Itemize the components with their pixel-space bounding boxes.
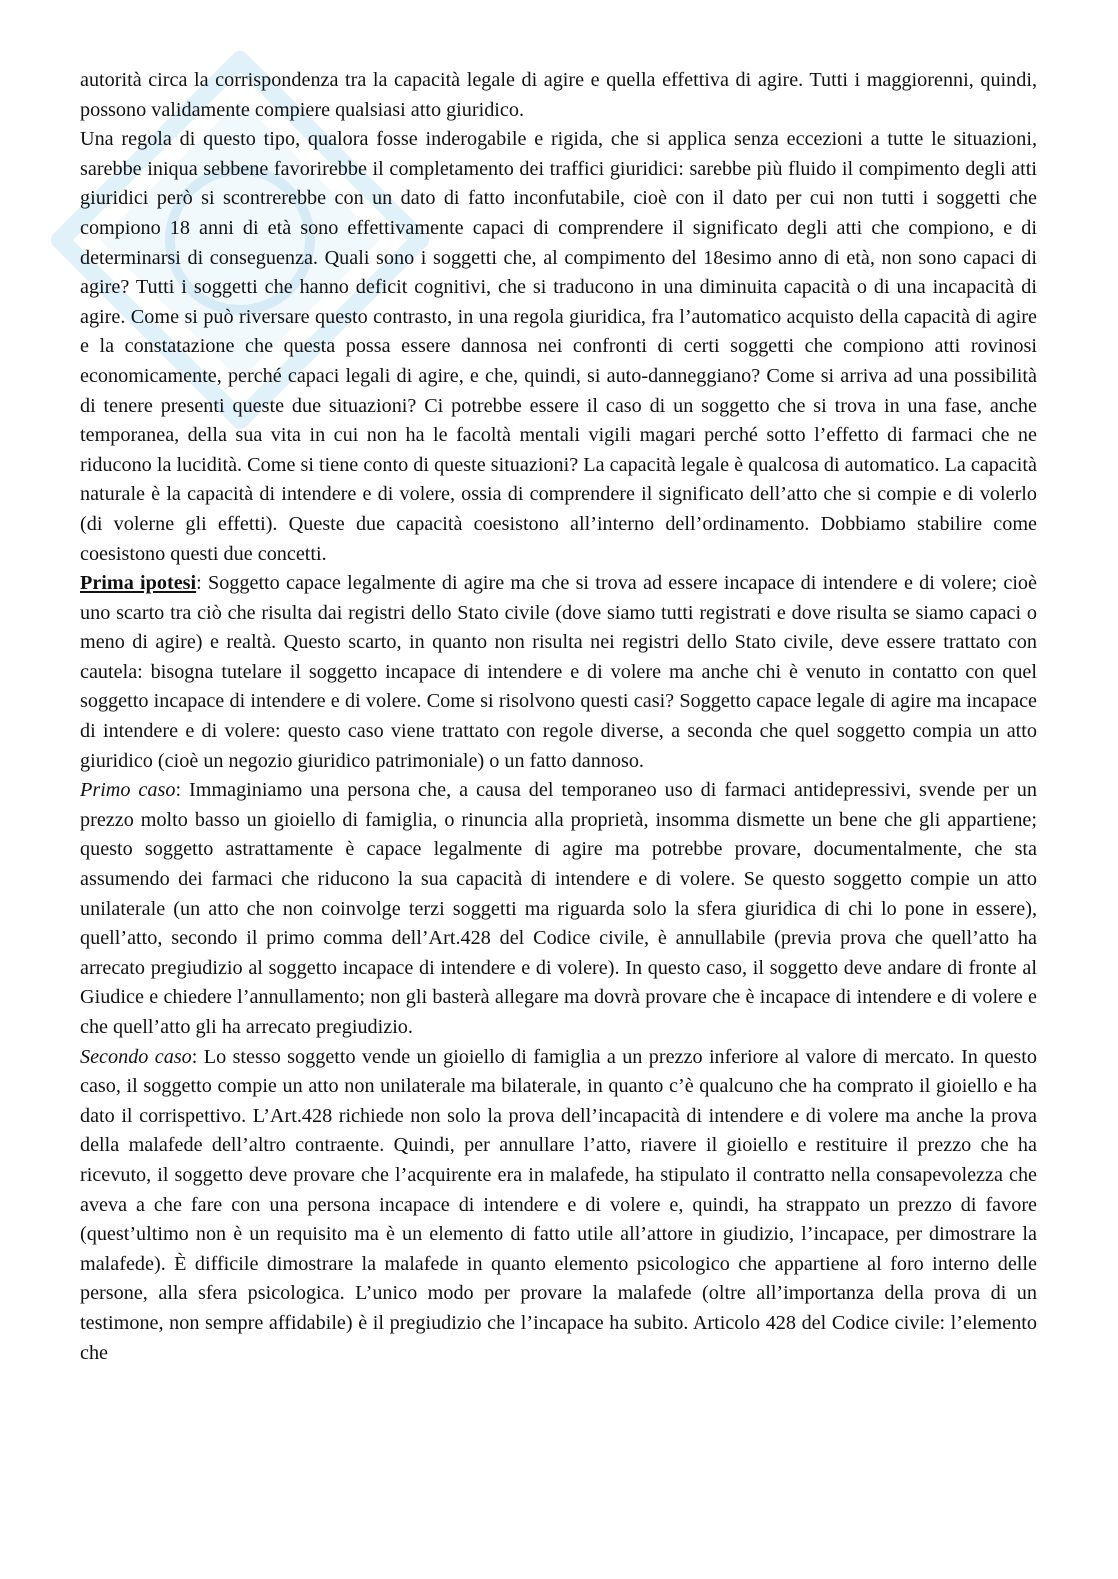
- document-body: [80, 66, 1037, 1368]
- case-label-secondo-caso: Secondo caso: [80, 1045, 192, 1068]
- paragraph-4: [80, 776, 1037, 1042]
- paragraph-1-text: autorità circa la corrispondenza tra la capacità legale di agire e quella effettiva di agire. Tutti i maggiorenni, quindi, possono validamente compiere qualsiasi atto giuridico.: [80, 69, 1037, 121]
- paragraph-2-text: Una regola di questo tipo, qualora fosse inderogabile e rigida, che si applica senza eccezioni a tutte le situazioni, sarebbe iniqua sebbene favorirebbe il completamento dei traffici giuridici: sarebbe più fluido il compimento degli atti giuridici però si scontrerebbe con un dato di fatto inconfutabile, cioè con il dato per cui non tutti i soggetti che compiono 18 anni di età sono effettivamente capaci di comprendere il significato degli atti che compiono, e di determinarsi di conseguenza. Quali sono i soggetti che, al compimento del 18esimo anno di età, non sono capaci di agire? Tutti i soggetti che hanno deficit cognitivi, che si traducono in una diminuita capacità o di una incapacità di agire. Come si può riversare questo contrasto, in una regola giuridica, fra l’automatico acquisto della capacità di agire e la constatazione che questa possa essere dannosa nei confronti di certi soggetti che compiono atti rovinosi economicamente, perché capaci legali di agire, e che, quindi, si auto-danneggiano? Come si arriva ad una possibilità di tenere presenti queste due situazioni? Ci potrebbe essere il caso di un soggetto che si trova in una fase, anche temporanea, della sua vita in cui non ha le facoltà mentali vigili magari perché sotto l’effetto di farmaci che ne riducono la lucidità. Come si tiene conto di queste situazioni? La capacità legale è qualcosa di automatico. La capacità naturale è la capacità di intendere e di volere, ossia di comprendere il significato dell’atto che si compie e di volerlo (di volerne gli effetti). Queste due capacità coesistono all’interno dell’ordinamento. Dobbiamo stabilire come coesistono questi due concetti.: [80, 128, 1037, 565]
- paragraph-3-text: : Soggetto capace legalmente di agire ma che si trova ad essere incapace di intendere e di volere; cioè uno scarto tra ciò che risulta dai registri dello Stato civile (dove siamo tutti registrati e dove risulta se siamo capaci o meno di agire) e realtà. Questo scarto, in quanto non risulta nei registri dello Stato civile, deve essere trattato con cautela: bisogna tutelare il soggetto incapace di intendere e di volere ma anche chi è venuto in contatto con quel soggetto incapace di intendere e di volere. Come si risolvono questi casi? Soggetto capace legale di agire ma incapace di intendere e di volere: questo caso viene trattato con regole diverse, a seconda che quel soggetto compia un atto giuridico (cioè un negozio giuridico patrimoniale) o un fatto dannoso.: [80, 572, 1037, 772]
- paragraph-1: [80, 66, 1037, 125]
- case-label-primo-caso: Primo caso: [80, 779, 176, 802]
- paragraph-5-text: : Lo stesso soggetto vende un gioiello di famiglia a un prezzo inferiore al valore di mercato. In questo caso, il soggetto compie un atto non unilaterale ma bilaterale, in quanto c’è qualcuno che ha comprato il gioiello e ha dato il corrispettivo. L’Art.428 richiede non solo la prova dell’incapacità di intendere e di volere ma anche la prova della malafede dell’altro contraente. Quindi, per annullare l’atto, riavere il gioiello e restituire il prezzo che ha ricevuto, il soggetto deve provare che l’acquirente era in malafede, ha stipulato il contratto nella consapevolezza che aveva a che fare con una persona incapace di intendere e di volere e, quindi, ha strappato un prezzo di favore (quest’ultimo non è un requisito ma è un elemento di fatto utile all’attore in giudizio, l’incapace, per dimostrare la malafede). È difficile dimostrare la malafede in quanto elemento psicologico che appartiene al foro interno delle persone, alla sfera psicologica. L’unico modo per provare la malafede (oltre all’importanza della prova di un testimone, non sempre affidabile) è il pregiudizio che l’incapace ha subito. Articolo 428 del Codice civile: l’elemento che: [80, 1045, 1037, 1364]
- paragraph-2: [80, 125, 1037, 569]
- paragraph-4-text: : Immaginiamo una persona che, a causa del temporaneo uso di farmaci antidepressivi, svende per un prezzo molto basso un gioiello di famiglia, o rinuncia alla proprietà, insomma dismette un bene che gli appartiene; questo soggetto astrattamente è capace legalmente di agire ma potrebbe provare, documentalmente, che sta assumendo dei farmaci che riducono la sua capacità di intendere e di volere. Se questo soggetto compie un atto unilaterale (un atto che non coinvolge terzi soggetti ma riguarda solo la sfera giuridica di chi lo pone in essere), quell’atto, secondo il primo comma dell’Art.428 del Codice civile, è annullabile (previa prova che quell’atto ha arrecato pregiudizio al soggetto incapace di intendere e di volere). In questo caso, il soggetto deve andare di fronte al Giudice e chiedere l’annullamento; non gli basterà allegare ma dovrà provare che è incapace di intendere e di volere e che quell’atto gli ha arrecato pregiudizio.: [80, 779, 1037, 1038]
- paragraph-5: [80, 1043, 1037, 1369]
- paragraph-3: [80, 569, 1037, 776]
- section-heading-prima-ipotesi: Prima ipotesi: [80, 572, 197, 595]
